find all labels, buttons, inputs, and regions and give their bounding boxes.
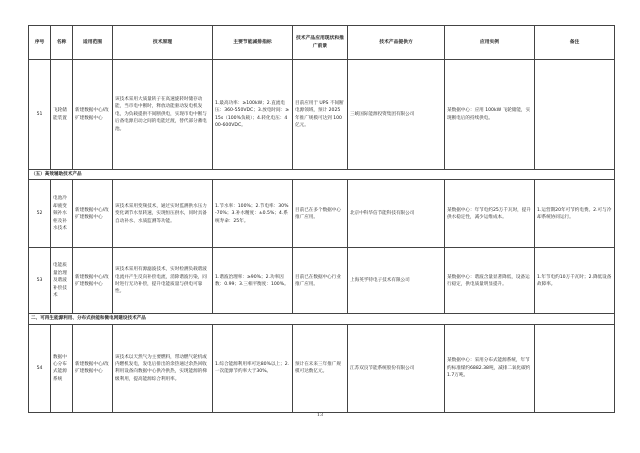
tech-example: 某数据中心：谐波含量显著降低，设备运行稳定，供电质量明显提升。: [445, 248, 535, 314]
header-cell: 技术产品应用现状和推广前景: [293, 26, 348, 60]
table-row: [29, 60, 615, 170]
header-cell: 适用范围: [73, 26, 113, 60]
tech-scope: 新建数据中心/改扩建数据中心: [73, 180, 113, 248]
tech-status: 目前应用于 UPS 不间断电源领域，预计 2025 年推广规模可达到 100 亿元。: [293, 60, 348, 170]
tech-scope: 新建数据中心/改扩建数据中心: [73, 60, 113, 170]
tech-principle: 该技术以天然气为主要燃料，带动燃气轮机或内燃机发电，发电后排出的余热通过余热回收利用设备向数据中心供冷供热，实现能源的梯级利用，提高能源综合利用率。: [113, 324, 213, 412]
header-cell: 应用实例: [445, 26, 535, 60]
technology-table: [28, 25, 615, 413]
tech-remark: [535, 60, 615, 170]
tech-principle: 该技术采用有源滤波技术，实时检测负载谐波电流并产生反向补偿电流，消除谐波污染，同时进行无功补偿，提升电能质量与供电可靠性。: [113, 248, 213, 314]
row-number: 54: [29, 324, 51, 412]
section-row: [29, 170, 615, 180]
tech-name: 数据中心分布式能源系统: [51, 324, 73, 412]
header-cell: 序号: [29, 26, 51, 60]
tech-remark: 1.运营期20年可节约电费。2.可与冷却系统协同运行。: [535, 180, 615, 248]
tech-example: 某数据中心：采用分布式能源系统，年节约标准煤约6882.38吨，减排二氧化碳约1.7万吨。: [445, 324, 535, 412]
tech-example: 某数据中心：年节电约25万千瓦时，提升供水稳定性，减少运维成本。: [445, 180, 535, 248]
section-heading: （五）高效辅助技术产品: [29, 170, 615, 180]
tech-status: 预计在未来三年推广规模可达数亿元。: [293, 324, 348, 412]
tech-metrics: 1.综合能源利用率可达80%以上；2.一次能源节约率大于30%。: [213, 324, 293, 412]
header-cell: 技术原理: [113, 26, 213, 60]
tech-remark: 1.年节电约10万千瓦时；2.降低设备故障率。: [535, 248, 615, 314]
tech-example: 某数据中心：应用 100kW 飞轮储能，实现断电后的持续供电。: [445, 60, 535, 170]
header-cell: 名称: [51, 26, 73, 60]
table-row: [29, 180, 615, 248]
tech-metrics: 1.节水率：100%；2.节电率：30%-70%；3.补水精度：±0.5%；4.系统寿命：25年。: [213, 180, 293, 248]
row-number: 51: [29, 60, 51, 170]
tech-provider: 上海英孚特电子技术有限公司: [348, 248, 445, 314]
tech-name: 飞轮储能装置: [51, 60, 73, 170]
page-number: 13: [316, 412, 324, 418]
table-row: [29, 324, 615, 412]
tech-status: 目前已在数据中心行业推广应用。: [293, 248, 348, 314]
row-number: 52: [29, 180, 51, 248]
row-number: 53: [29, 248, 51, 314]
tech-name: 电池冷却液变频补水柜及补水技术: [51, 180, 73, 248]
table-row: [29, 248, 615, 314]
section-row: [29, 314, 615, 324]
tech-metrics: 1.谐波治理率：≥90%；2.功率因数：0.99；3.三相平衡度：100%。: [213, 248, 293, 314]
tech-provider: 三峡国际能源投资集团有限公司: [348, 60, 445, 170]
tech-metrics: 1.最高功率：≥100kW；2.直流电压：360-550VDC；3.放电时间：≥15s（100%负载）；4.转化电压：400-600VDC。: [213, 60, 293, 170]
tech-principle: 该技术采用大质量转子在高速旋转时储存动能，当市电中断时，释放动能驱动发电机发电，为负载提供不间断供电，实现市电中断与后备电源启动之间的电能过渡，替代部分蓄电池。: [113, 60, 213, 170]
tech-scope: 新建数据中心/改扩建数据中心: [73, 248, 113, 314]
tech-provider: 江苏双良节能系统股份有限公司: [348, 324, 445, 412]
tech-status: 目前已在多个数据中心推广应用。: [293, 180, 348, 248]
tech-name: 电能质量治理及谐波补偿技术: [51, 248, 73, 314]
tech-principle: 该技术采用变频技术，通过实时监测供水压力变化调节水泵转速，实现恒压供水，同时具备自动补水、水质监测等功能。: [113, 180, 213, 248]
header-cell: 备注: [535, 26, 615, 60]
header-cell: 技术产品提供方: [348, 26, 445, 60]
table-header-row: [29, 26, 615, 60]
tech-provider: 北京中科华信节能科技有限公司: [348, 180, 445, 248]
tech-scope: 新建数据中心/改扩建数据中心: [73, 324, 113, 412]
header-cell: 主要节能减排指标: [213, 26, 293, 60]
tech-remark: [535, 324, 615, 412]
section-heading: 二、可再生能源利用、分布式供能和微电网建设技术产品: [29, 314, 615, 324]
